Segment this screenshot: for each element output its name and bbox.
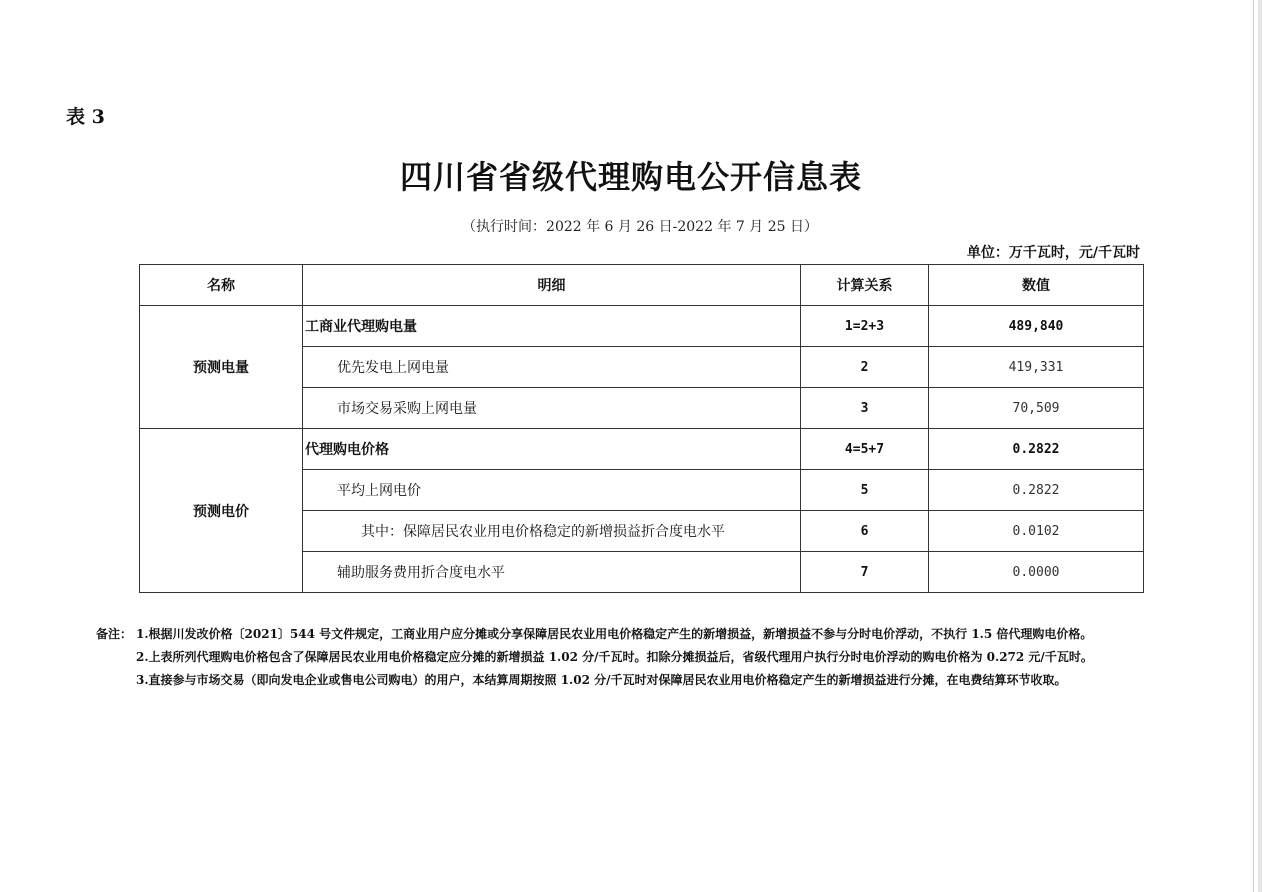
info-table xyxy=(139,264,1144,593)
note-item xyxy=(96,623,1093,646)
row-calc: 7 xyxy=(801,552,929,593)
header-name: 名称 xyxy=(140,265,303,306)
header-calc: 计算关系 xyxy=(801,265,929,306)
group-name-price: 预测电价 xyxy=(140,429,303,593)
row-value: 0.0000 xyxy=(929,552,1144,593)
table-header-row xyxy=(140,265,1144,306)
row-calc: 2 xyxy=(801,347,929,388)
page-title: 四川省省级代理购电公开信息表 xyxy=(399,158,862,196)
table-label: 表 3 xyxy=(66,106,105,128)
note-item xyxy=(96,646,1093,669)
row-calc: 5 xyxy=(801,470,929,511)
header-detail: 明细 xyxy=(303,265,801,306)
row-calc: 4=5+7 xyxy=(801,429,929,470)
row-calc: 6 xyxy=(801,511,929,552)
row-detail: 工商业代理购电量 xyxy=(303,306,801,347)
notes-prefix: 备注： xyxy=(96,627,133,641)
row-value: 70,509 xyxy=(929,388,1144,429)
row-value: 489,840 xyxy=(929,306,1144,347)
note-text: 1.根据川发改价格〔2021〕544 号文件规定，工商业用户应分摊或分享保障居民农业用电价格稳定产生的新增损益，新增损益不参与分时电价浮动，不执行 1.5 倍代理购电价格。 xyxy=(136,627,1093,641)
row-detail: 优先发电上网电量 xyxy=(303,347,801,388)
page-edge-line xyxy=(1253,0,1254,892)
table-row xyxy=(140,429,1144,470)
note-item xyxy=(96,669,1093,692)
execution-period: （执行时间：2022 年 6 月 26 日-2022 年 7 月 25 日） xyxy=(462,219,818,235)
row-calc: 3 xyxy=(801,388,929,429)
unit-note: 单位：万千瓦时，元/千瓦时 xyxy=(966,245,1140,261)
table-row xyxy=(140,306,1144,347)
note-text: 2.上表所列代理购电价格包含了保障居民农业用电价格稳定应分摊的新增损益 1.02 分/千瓦时。扣除分摊损益后，省级代理用户执行分时电价浮动的购电价格为 0.272 元/千瓦时。 xyxy=(136,650,1093,664)
row-value: 419,331 xyxy=(929,347,1144,388)
note-text: 3.直接参与市场交易（即向发电企业或售电公司购电）的用户，本结算周期按照 1.02 分/千瓦时对保障居民农业用电价格稳定产生的新增损益进行分摊，在电费结算环节收取。 xyxy=(136,673,1067,687)
row-value: 0.0102 xyxy=(929,511,1144,552)
header-value: 数值 xyxy=(929,265,1144,306)
group-name-volume: 预测电量 xyxy=(140,306,303,429)
row-detail: 平均上网电价 xyxy=(303,470,801,511)
notes-section xyxy=(96,623,1093,692)
row-value: 0.2822 xyxy=(929,429,1144,470)
row-detail: 其中：保障居民农业用电价格稳定的新增损益折合度电水平 xyxy=(303,511,801,552)
row-detail: 市场交易采购上网电量 xyxy=(303,388,801,429)
row-value: 0.2822 xyxy=(929,470,1144,511)
page-edge xyxy=(1258,0,1262,892)
row-detail: 辅助服务费用折合度电水平 xyxy=(303,552,801,593)
row-calc: 1=2+3 xyxy=(801,306,929,347)
row-detail: 代理购电价格 xyxy=(303,429,801,470)
